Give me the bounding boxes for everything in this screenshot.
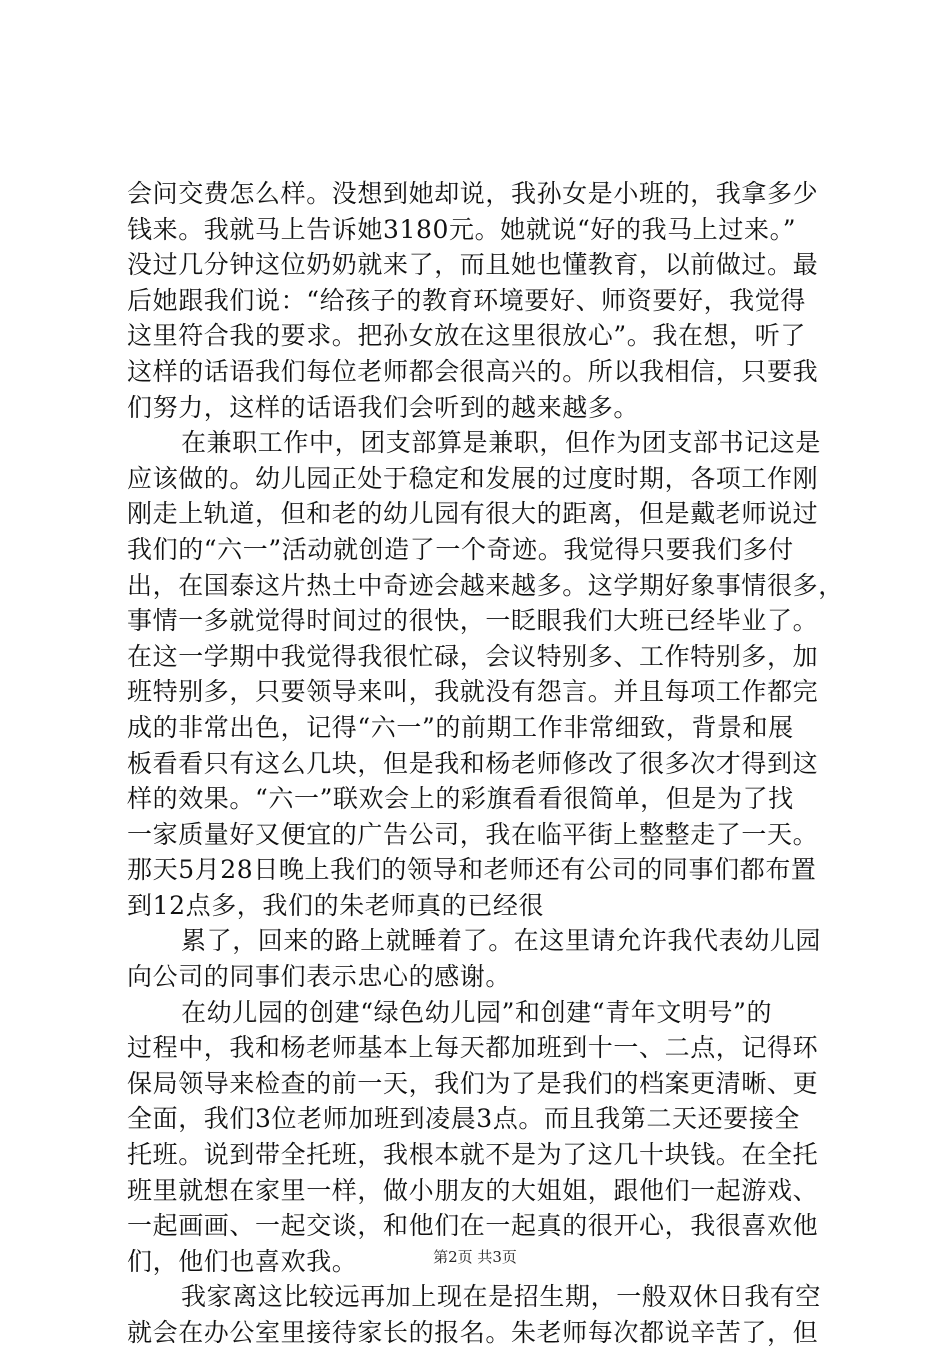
text-line: 这样的话语我们每位老师都会很高兴的。所以我相信，只要我 [127,356,819,386]
text-line: 成的非常出色，记得“六一”的前期工作非常细致，背景和展 [127,712,794,742]
text-line: 钱来。我就马上告诉她3180元。她就说“好的我马上过来。” [127,214,797,244]
text-line: 应该做的。幼儿园正处于稳定和发展的过度时期，各项工作刚 [127,463,819,493]
page-number-label: 第2页 共3页 [433,1248,517,1266]
text-line: 在这一学期中我觉得我很忙碌，会议特别多、工作特别多，加 [127,641,819,671]
text-line: 保局领导来检查的前一天，我们为了是我们的档案更清晰、更 [127,1068,819,1098]
text-line: 就会在办公室里接待家长的报名。朱老师每次都说辛苦了，但 [127,1318,819,1347]
text-line: 事情一多就觉得时间过的很快，一眨眼我们大班已经毕业了。 [127,606,819,636]
text-line: 到12点多，我们的朱老师真的已经很 [127,890,545,920]
text-line: 没过几分钟这位奶奶就来了，而且她也懂教育，以前做过。最 [127,250,819,280]
text-line: 刚走上轨道，但和老的幼儿园有很大的距离，但是戴老师说过 [127,499,819,529]
text-line: 这里符合我的要求。把孙女放在这里很放心”。我在想，听了 [127,321,806,351]
text-line: 累了，回来的路上就睡着了。在这里请允许我代表幼儿园 [181,926,822,956]
text-line: 班特别多，只要领导来叫，我就没有怨言。并且每项工作都完 [127,677,819,707]
document-body [127,176,844,1351]
page-footer [0,1246,950,1267]
text-line: 班里就想在家里一样，做小朋友的大姐姐，跟他们一起游戏、 [127,1175,819,1205]
text-line: 样的效果。“六一”联欢会上的彩旗看看很简单，但是为了找 [127,784,794,814]
text-line: 后她跟我们说：“给孩子的教育环境要好、师资要好，我觉得 [127,285,806,315]
text-line: 们，他们也喜欢我。 [127,1246,358,1276]
text-line: 向公司的同事们表示忠心的感谢。 [127,962,512,992]
text-line: 一家质量好又便宜的广告公司，我在临平街上整整走了一天。 [127,819,819,849]
text-line: 一起画画、一起交谈，和他们在一起真的很开心，我很喜欢他 [127,1211,819,1241]
text-line: 托班。说到带全托班，我根本就不是为了这几十块钱。在全托 [127,1140,819,1170]
text-line: 我们的“六一”活动就创造了一个奇迹。我觉得只要我们多付 [127,534,794,564]
text-line: 我家离这比较远再加上现在是招生期，一般双休日我有空 [181,1282,822,1312]
text-line: 在兼职工作中，团支部算是兼职，但作为团支部书记这是 [181,428,822,458]
text-line: 那天5月28日晚上我们的领导和老师还有公司的同事们都布置 [127,855,817,885]
text-line: 们努力，这样的话语我们会听到的越来越多。 [127,392,640,422]
text-line: 过程中，我和杨老师基本上每天都加班到十一、二点，记得环 [127,1033,819,1063]
text-line: 会问交费怎么样。没想到她却说，我孙女是小班的，我拿多少 [127,179,819,208]
text-line: 出，在国泰这片热土中奇迹会越来越多。这学期好象事情很多， [127,570,844,600]
text-line: 板看看只有这么几块，但是我和杨老师修改了很多次才得到这 [127,748,819,778]
text-line: 全面，我们3位老师加班到凌晨3点。而且我第二天还要接全 [127,1104,801,1134]
text-line: 在幼儿园的创建“绿色幼儿园”和创建“青年文明号”的 [181,997,773,1027]
